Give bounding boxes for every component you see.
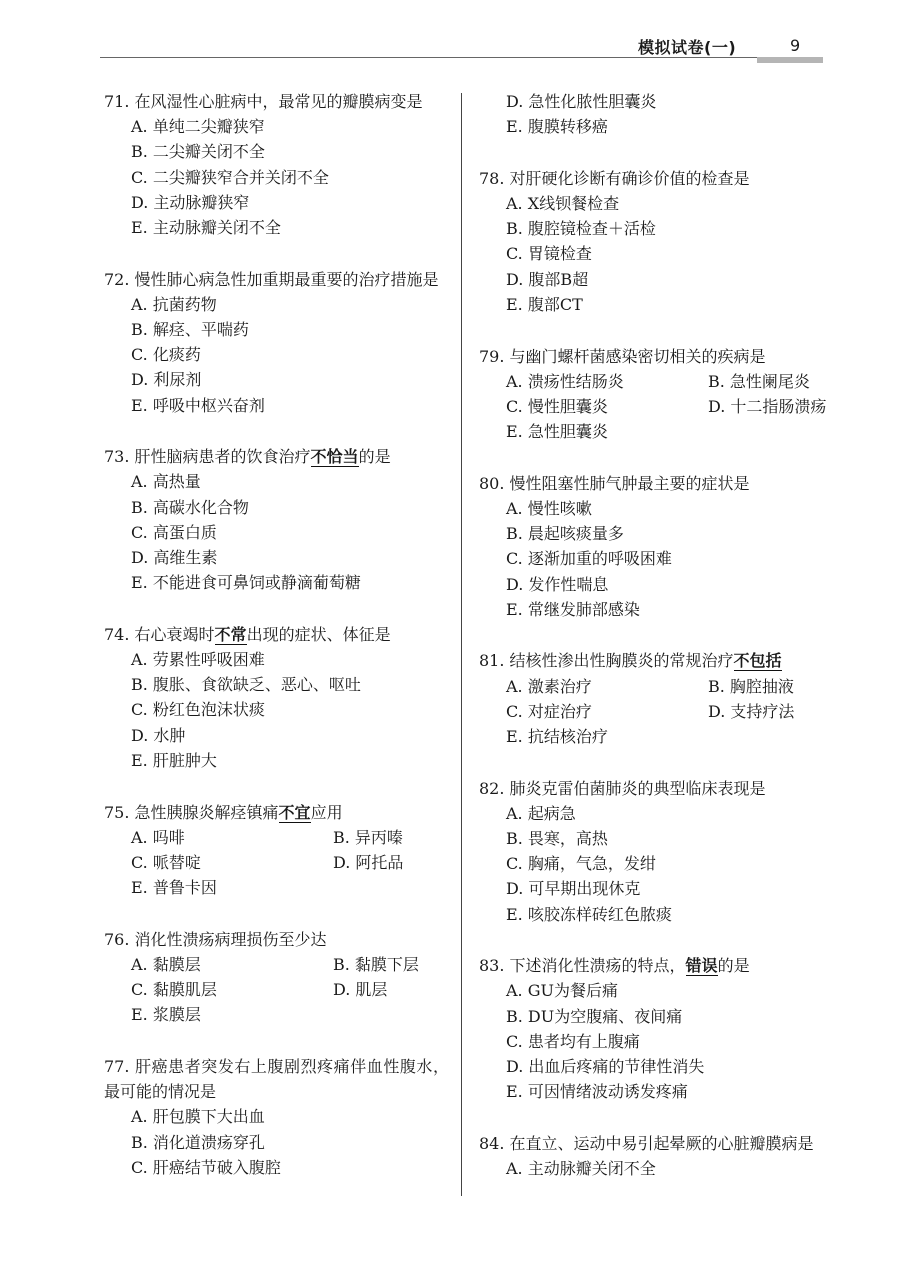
question-stem: 84. 在直立、运动中易引起晕厥的心脏瓣膜病是 [479,1133,814,1153]
option-a: A. 抗菌药物 [131,294,217,314]
option-c: C. 化痰药 [131,345,201,365]
question-72 [104,267,439,418]
emphasis-underline: 不包括 [733,651,782,671]
option-e: E. 腹部CT [506,294,583,314]
option-c: C. 逐渐加重的呼吸困难 [506,549,672,569]
stem-text: 的是 [358,447,391,467]
stem-text: 83. 下述消化性溃疡的特点， [479,956,686,976]
option-d: D. 腹部B超 [506,269,589,289]
option-c: C. 粉红色泡沫状痰 [131,700,265,720]
header-tab-marker [757,57,823,63]
option-c: C. 黏膜肌层 [131,980,217,1000]
option-a: A. 慢性咳嗽 [506,498,592,518]
option-d: D. 支持疗法 [708,701,795,721]
right-column [479,89,827,1208]
option-a: A. 起病急 [506,803,576,823]
option-e: E. 腹膜转移癌 [506,117,608,137]
question-78 [479,166,809,317]
option-a: A. 单纯二尖瓣狭窄 [131,117,265,137]
option-c: C. 胸痛，气急，发绀 [506,854,656,874]
question-stem [479,953,809,978]
option-a: A. 激素治疗 [506,676,592,696]
stem-text: 的是 [717,956,750,976]
option-row [479,369,809,394]
option-c: C. 二尖瓣狭窄合并关闭不全 [131,167,329,187]
question-stem: 71. 在风湿性心脏病中，最常见的瓣膜病变是 [104,92,423,111]
option-b: B. 异丙嗪 [333,827,403,847]
option-b: B. 腹腔镜检查＋活检 [506,219,656,239]
question-80 [479,471,809,622]
option-e: E. 可因情绪波动诱发疼痛 [506,1082,688,1102]
emphasis-underline: 不恰当 [310,447,359,467]
option-row [479,699,809,724]
question-79 [479,344,827,445]
option-e: E. 呼吸中枢兴奋剂 [131,395,265,415]
question-stem [104,444,434,469]
question-stem [104,622,434,647]
option-c: C. 对症治疗 [506,701,592,721]
question-stem: 79. 与幽门螺杆菌感染密切相关的疾病是 [479,346,766,366]
option-a: A. 黏膜层 [131,954,201,974]
option-b: B. 解痉、平喘药 [131,320,249,340]
option-e: E. 普鲁卡因 [131,878,217,898]
option-d: D. 发作性喘息 [506,574,609,594]
page-header [0,0,900,70]
question-stem: 77. 肝癌患者突发右上腹剧烈疼痛伴血性腹水，最可能的情况是 [104,1057,449,1102]
question-82 [479,776,809,927]
emphasis-underline: 错误 [685,956,718,976]
option-e: E. 急性胆囊炎 [506,422,608,442]
option-d: D. 出血后疼痛的节律性消失 [506,1057,705,1076]
question-71 [104,89,434,240]
question-81 [479,648,809,749]
option-d: D. 利尿剂 [131,370,202,390]
question-77 [104,1054,449,1180]
question-stem: 80. 慢性阻塞性肺气肿最主要的症状是 [479,473,750,493]
question-stem: 72. 慢性肺心病急性加重期最重要的治疗措施是 [104,269,439,289]
option-b: B. 高碳水化合物 [131,497,249,517]
page-number: 9 [790,36,801,55]
option-d: D. 阿托品 [333,852,404,872]
option-row [104,952,434,977]
option-b: B. 胸腔抽液 [708,676,794,696]
stem-text: 73. 肝性脑病患者的饮食治疗 [104,447,311,467]
option-a: A. 肝包膜下大出血 [131,1107,265,1127]
option-row [479,674,809,699]
stem-text: 81. 结核性渗出性胸膜炎的常规治疗 [479,651,734,671]
option-d: D. 水肿 [131,725,186,745]
option-b: B. 畏寒，高热 [506,829,608,848]
option-e: E. 肝脏肿大 [131,750,217,770]
option-a: A. 劳累性呼吸困难 [131,650,265,670]
option-e: E. 抗结核治疗 [506,726,608,746]
option-row [104,825,434,850]
question-stem [479,648,809,673]
option-b: B. 黏膜下层 [333,954,419,974]
question-76 [104,927,434,1028]
option-c: C. 患者均有上腹痛 [506,1031,640,1051]
header-rule [100,57,822,58]
running-title: 模拟试卷(一) [638,38,737,57]
option-d: D. 十二指肠溃疡 [708,396,827,416]
stem-text: 75. 急性胰腺炎解痉镇痛 [104,802,279,822]
option-c: C. 高蛋白质 [131,522,217,542]
option-c: C. 胃镜检查 [506,244,592,264]
option-d: D. 急性化脓性胆囊炎 [506,92,657,111]
option-row [104,850,434,875]
option-c: C. 哌替啶 [131,852,201,872]
question-stem [104,800,434,825]
option-a: A. 吗啡 [131,827,185,847]
option-e: E. 常继发肺部感染 [506,599,640,619]
option-b: B. 晨起咳痰量多 [506,524,624,544]
option-b: B. DU为空腹痛、夜间痛 [506,1006,683,1026]
column-divider [461,93,462,1196]
option-row [104,977,434,1002]
option-a: A. 主动脉瓣关闭不全 [506,1159,656,1179]
stem-text: 74. 右心衰竭时 [104,624,215,644]
option-c: C. 肝癌结节破入腹腔 [131,1157,281,1177]
option-c: C. 慢性胆囊炎 [506,396,608,416]
option-d: D. 高维生素 [131,548,218,568]
option-b: B. 腹胀、食欲缺乏、恶心、呕吐 [131,675,361,695]
option-b: B. 消化道溃疡穿孔 [131,1132,265,1152]
question-stem: 76. 消化性溃疡病理损伤至少达 [104,929,327,949]
question-stem: 78. 对肝硬化诊断有确诊价值的检查是 [479,168,750,188]
option-a: A. 高热量 [131,472,201,492]
emphasis-underline: 不宜 [278,802,311,822]
question-73 [104,444,434,595]
option-e: E. 浆膜层 [131,1005,201,1025]
option-a: A. X线钡餐检查 [506,194,620,214]
option-e: E. 咳胶冻样砖红色脓痰 [506,904,672,924]
question-75 [104,800,434,901]
left-column [104,89,449,1206]
question-stem: 82. 肺炎克雷伯菌肺炎的典型临床表现是 [479,778,766,798]
option-e: E. 不能进食可鼻饲或静滴葡萄糖 [131,573,361,593]
question-74 [104,622,434,773]
option-b: B. 急性阑尾炎 [708,371,810,391]
option-row [479,394,827,419]
option-d: D. 主动脉瓣狭窄 [131,192,250,212]
option-d: D. 肌层 [333,980,388,1000]
question-83 [479,953,809,1104]
option-a: A. GU为餐后痛 [506,981,618,1001]
option-e: E. 主动脉瓣关闭不全 [131,217,281,237]
option-a: A. 溃疡性结肠炎 [506,371,624,391]
option-b: B. 二尖瓣关闭不全 [131,142,265,162]
stem-text: 应用 [310,802,343,822]
option-d: D. 可早期出现休克 [506,879,641,899]
stem-text: 出现的症状、体征是 [246,624,391,644]
emphasis-underline: 不常 [214,624,247,644]
question-77-continued [479,89,809,139]
question-84 [479,1131,814,1181]
